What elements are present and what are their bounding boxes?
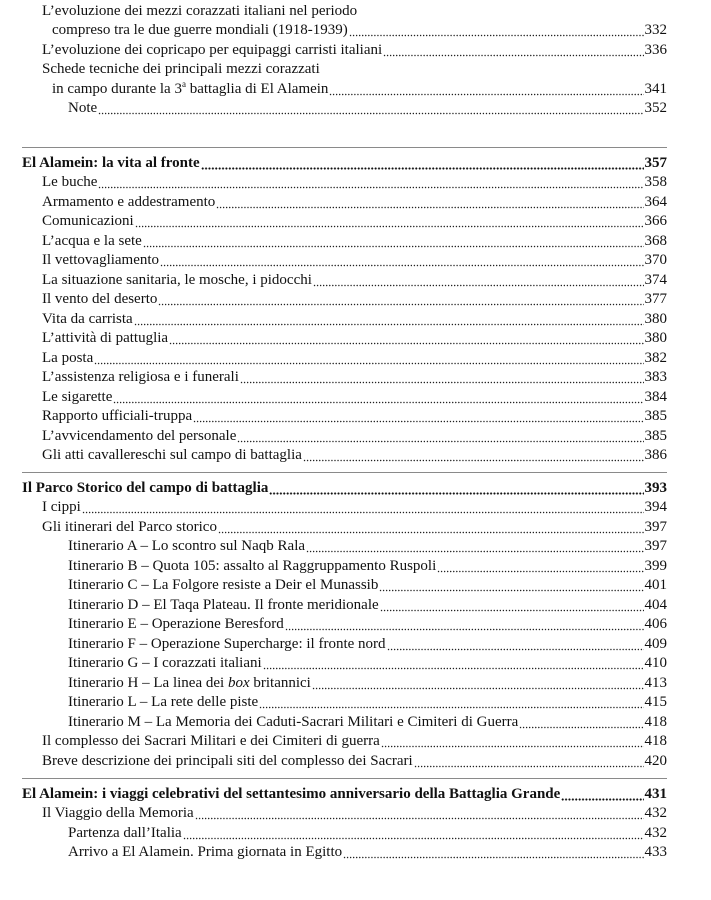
toc-entry[interactable] (68, 633, 667, 653)
toc-entry[interactable] (42, 516, 667, 536)
toc-part-entry[interactable] (22, 152, 667, 172)
entry-title (22, 155, 200, 172)
dot-leader (349, 22, 644, 39)
dot-leader (94, 350, 643, 367)
toc-entry[interactable] (68, 98, 667, 118)
entry-title-text: L’evoluzione dei copricapo per equipaggi carristi italiani (42, 41, 383, 58)
entry-title-text: I cippi (42, 499, 81, 515)
entry-title-text: Itinerario A – Lo scontro sul Naqb Rala (68, 538, 306, 554)
entry-title (42, 42, 382, 59)
entry-title-text: compreso tra le due guerre mondiali (1918-1939) (52, 22, 348, 38)
toc-entry[interactable] (68, 672, 667, 692)
entry-title-text: Il complesso dei Sacrari Militari e dei Cimiteri di guerra (42, 733, 380, 749)
page-number: 406 (644, 616, 667, 632)
page-number: 410 (644, 655, 667, 671)
page-number: 415 (644, 694, 667, 710)
entry-title (68, 577, 378, 594)
entry-title (42, 291, 157, 308)
entry-title-text: Itinerario B – Quota 105: assalto al Raggruppamento Ruspoli (68, 557, 437, 574)
entry-title (42, 272, 312, 289)
page-number: 368 (644, 232, 667, 249)
dot-leader (303, 447, 644, 464)
page-number: 364 (644, 193, 667, 210)
page-number: 385 (644, 427, 667, 444)
page-number: 370 (644, 252, 667, 268)
entry-title (52, 78, 329, 98)
entry-title-text: Itinerario C – La Folgore resiste a Deir el Munassib (68, 577, 379, 593)
entry-title (68, 597, 379, 614)
dot-leader (160, 252, 643, 269)
page-number: 358 (644, 174, 667, 190)
toc-entry[interactable] (42, 269, 667, 289)
page-number: 401 (644, 577, 667, 593)
toc-entry[interactable] (42, 172, 667, 192)
entry-title-text: in campo durante la 3 (52, 80, 182, 97)
entry-title-text: Schede tecniche dei principali mezzi corazzati (42, 61, 320, 77)
dot-leader (306, 538, 643, 555)
entry-title (42, 408, 192, 425)
section-divider (22, 472, 667, 473)
toc-entry[interactable] (42, 250, 667, 270)
toc-entry[interactable] (42, 367, 667, 387)
page-number: 383 (644, 369, 667, 385)
page-number: 380 (644, 330, 667, 346)
dot-leader (343, 844, 643, 861)
dot-leader (379, 577, 643, 594)
dot-leader (269, 480, 643, 497)
page-number: 374 (644, 271, 667, 288)
entry-title (68, 616, 284, 633)
toc-entry[interactable] (42, 191, 667, 211)
toc-entry[interactable] (42, 308, 667, 328)
entry-title (42, 174, 97, 191)
entry-title-text: Gli atti cavallereschi sul campo di battaglia (42, 447, 302, 463)
toc-entry[interactable] (68, 842, 667, 862)
toc-entry[interactable] (42, 750, 667, 770)
entry-title-text: L’acqua e la sete (42, 232, 142, 249)
dot-leader (519, 714, 643, 731)
toc-entry[interactable] (68, 711, 667, 731)
entry-title (42, 428, 236, 445)
page-number: 431 (644, 785, 667, 802)
toc-entry[interactable] (42, 803, 667, 823)
toc-entry[interactable] (68, 614, 667, 634)
dot-leader (98, 100, 643, 117)
page-number: 420 (644, 752, 667, 769)
entry-title-text: Itinerario L – La rete delle piste (68, 694, 259, 710)
entry-title-text: Itinerario G – I corazzati italiani (68, 655, 262, 671)
page-number: 397 (644, 518, 667, 535)
page-number: 393 (644, 479, 667, 496)
page-number: 382 (644, 349, 667, 366)
entry-title (42, 805, 194, 822)
dot-leader (98, 174, 643, 191)
dot-leader (143, 233, 644, 250)
toc-entry[interactable] (68, 575, 667, 595)
entry-title (42, 753, 413, 770)
entry-title-text: La posta (42, 349, 94, 366)
page-number: 397 (644, 538, 667, 554)
section-divider (22, 147, 667, 148)
dot-leader (312, 675, 644, 692)
toc-entry[interactable] (42, 39, 667, 59)
entry-title-text: La situazione sanitaria, le mosche, i pidocchi (42, 271, 312, 288)
page-number: 336 (644, 41, 667, 58)
page-number: 366 (644, 213, 667, 229)
dot-leader (158, 291, 643, 308)
entry-title-text: Il Parco Storico del campo di battaglia (22, 479, 269, 496)
page-number: 418 (644, 733, 667, 749)
page-number: 418 (644, 713, 667, 730)
dot-leader (381, 733, 644, 750)
entry-title (42, 252, 159, 269)
entry-title-text: Itinerario F – Operazione Supercharge: il fronte nord (68, 635, 386, 652)
dot-leader (134, 311, 644, 328)
entry-title (42, 350, 93, 367)
toc-entry[interactable] (42, 59, 320, 79)
entry-title-text: Arrivo a El Alamein. Prima giornata in Egitto (68, 844, 343, 860)
dot-leader (437, 558, 643, 575)
toc-entry[interactable] (42, 386, 667, 406)
entry-title (42, 194, 215, 211)
entry-title (42, 389, 112, 406)
dot-leader (263, 655, 644, 672)
page-number: 384 (644, 388, 667, 405)
dot-leader (387, 636, 644, 653)
toc-entry[interactable] (52, 78, 667, 98)
entry-title-text: El Alamein: i viaggi celebrativi del settantesimo anniversario della Battaglia Grande (22, 785, 561, 802)
toc-entry[interactable] (68, 822, 667, 842)
dot-leader (193, 408, 643, 425)
entry-title-text: Le sigarette (42, 388, 113, 405)
toc-entry[interactable] (68, 536, 667, 556)
page-number: 404 (644, 596, 667, 613)
entry-title (68, 636, 386, 653)
entry-title (42, 447, 302, 464)
entry-title (42, 733, 380, 750)
entry-title (68, 655, 262, 672)
entry-title (68, 675, 311, 692)
dot-leader (313, 272, 644, 289)
entry-title (68, 844, 342, 861)
entry-title-text: Comunicazioni (42, 213, 134, 229)
page-number: 399 (644, 557, 667, 574)
dot-leader (259, 694, 643, 711)
entry-title (42, 311, 133, 328)
dot-leader (218, 519, 644, 536)
dot-leader (169, 330, 643, 347)
page-number: 409 (644, 635, 667, 652)
italic-word: box (227, 674, 250, 691)
ordinal-superscript: a (181, 78, 186, 89)
entry-title (68, 100, 97, 117)
entry-title (68, 694, 258, 711)
toc-entry[interactable] (42, 328, 667, 348)
toc-entry[interactable] (68, 555, 667, 575)
entry-title-text: Note (68, 100, 98, 116)
entry-title-text: Il vento del deserto (42, 291, 158, 307)
entry-title (68, 714, 518, 731)
entry-title-text: Itinerario M – La Memoria dei Caduti-Sacrari Militari e Cimiteri di Guerra (68, 713, 519, 730)
entry-title-text: Itinerario E – Operazione Beresford (68, 616, 284, 632)
entry-title-text-continued: britannici (249, 674, 311, 691)
dot-leader (561, 786, 643, 803)
toc-entry[interactable] (42, 289, 667, 309)
entry-title-text: Le buche (42, 174, 98, 190)
toc-entry[interactable] (42, 445, 667, 465)
toc-entry[interactable] (42, 497, 667, 517)
page-number: 341 (644, 80, 667, 97)
entry-title (42, 369, 239, 386)
entry-title-text: L’attività di pattuglia (42, 330, 169, 346)
entry-title (42, 499, 81, 516)
entry-title-text: Vita da carrista (42, 310, 133, 327)
toc-part-entry[interactable] (22, 783, 667, 803)
entry-title-text: L’evoluzione dei mezzi corazzati italiani nel periodo (42, 2, 358, 19)
entry-title-text: L’assistenza religiosa e i funerali (42, 369, 239, 385)
entry-title (22, 786, 560, 803)
entry-title (68, 825, 182, 842)
toc-entry[interactable] (42, 425, 667, 445)
entry-title (22, 480, 268, 497)
section-divider (22, 778, 667, 779)
entry-title-text: Gli itinerari del Parco storico (42, 518, 217, 535)
dot-leader (216, 194, 643, 211)
dot-leader (414, 753, 644, 770)
entry-title (42, 213, 134, 230)
toc-entry[interactable] (42, 230, 667, 250)
entry-title (42, 61, 320, 78)
dot-leader (383, 42, 643, 59)
dot-leader (201, 155, 644, 172)
page-number: 432 (644, 824, 667, 841)
toc-entry[interactable] (42, 406, 667, 426)
dot-leader (82, 499, 644, 516)
dot-leader (113, 389, 643, 406)
entry-title (42, 233, 142, 250)
entry-title-text: El Alamein: la vita al fronte (22, 154, 200, 171)
page-number: 432 (644, 805, 667, 821)
page-number: 357 (644, 154, 667, 171)
toc-part-entry[interactable] (22, 477, 667, 497)
toc-entry[interactable] (42, 211, 667, 231)
entry-title-text: Itinerario H – La linea dei (68, 674, 228, 691)
entry-title (68, 558, 436, 575)
entry-title (42, 330, 168, 347)
dot-leader (237, 428, 643, 445)
page-number: 433 (644, 844, 667, 860)
entry-title-text: Rapporto ufficiali-truppa (42, 408, 193, 424)
dot-leader (195, 805, 644, 822)
entry-title-text: L’avvicendamento del personale (42, 427, 237, 444)
entry-title-text: Il Viaggio della Memoria (42, 805, 194, 821)
toc-entry[interactable] (42, 347, 667, 367)
entry-title (42, 3, 357, 20)
toc-entry[interactable] (42, 0, 357, 20)
toc-entry[interactable] (52, 20, 667, 40)
entry-title-text: Il vettovagliamento (42, 252, 160, 268)
page-number: 394 (644, 499, 667, 515)
page-number: 386 (644, 447, 667, 463)
toc-entry[interactable] (42, 731, 667, 751)
dot-leader (183, 825, 644, 842)
entry-title (52, 22, 348, 39)
entry-title (42, 519, 217, 536)
page-number: 332 (644, 22, 667, 38)
entry-title (68, 538, 305, 555)
dot-leader (380, 597, 644, 614)
toc-entry[interactable] (68, 653, 667, 673)
page-number: 380 (644, 310, 667, 327)
dot-leader (285, 616, 644, 633)
toc-entry[interactable] (68, 594, 667, 614)
page-number: 352 (644, 100, 667, 116)
dot-leader (329, 81, 643, 98)
entry-title-text: Breve descrizione dei principali siti del complesso dei Sacrari (42, 752, 413, 769)
toc-entry[interactable] (68, 692, 667, 712)
entry-title-text-continued: battaglia di El Alamein (185, 80, 329, 97)
page-number: 413 (644, 674, 667, 691)
entry-title-text: Itinerario D – El Taqa Plateau. Il fronte meridionale (68, 596, 379, 613)
page-number: 377 (644, 291, 667, 307)
entry-title-text: Partenza dall’Italia (68, 824, 182, 841)
entry-title-text: Armamento e addestramento (42, 193, 216, 210)
dot-leader (240, 369, 644, 386)
dot-leader (135, 213, 644, 230)
page-number: 385 (644, 408, 667, 424)
